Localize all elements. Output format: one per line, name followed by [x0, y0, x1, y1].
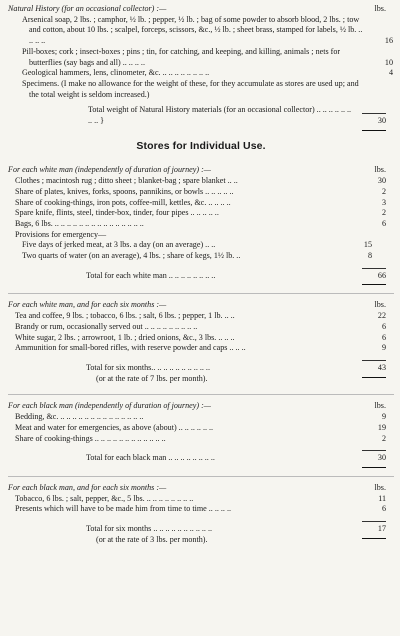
- list-item: [8, 434, 400, 445]
- section-white-man: [8, 165, 394, 281]
- divider: [8, 293, 394, 294]
- item-text: Provisions for emergency—: [15, 229, 107, 239]
- item-text: Clothes ; macintosh rug ; ditto sheet ; blanket-bag ; spare blanket .. ..: [15, 176, 238, 186]
- item-value: 22: [377, 311, 386, 321]
- total-text: Total for each black man .. .. .. .. .. .. .. ..: [86, 453, 215, 463]
- item-text: Share of cooking-things .. .. .. .. .. .. .. .. .. .. .. ..: [15, 433, 166, 443]
- item-text: Tobacco, 6 lbs. ; salt, pepper, &c., 5 lbs. .. .. .. .. .. .. .. ..: [15, 493, 194, 503]
- item-text: Pill-boxes; cork ; insect-boxes ; pins ; tin, for catching, and keeping, and killing, animals ; nets for butterflies (say bags and all) .. .. .. ..: [22, 46, 341, 67]
- section-natural-history: [8, 4, 394, 127]
- item-text: Specimens. (I make no allowance for the weight of these, for they accumulate as stores are used up; and the total weight is seldom increased.): [22, 78, 359, 99]
- total-text: Total weight of Natural History materials (for an occasional collector) .. .. .. .. .. .. .. .. }: [88, 105, 352, 126]
- list-item: [8, 79, 400, 100]
- item-value: 2: [381, 433, 386, 443]
- item-value: 6: [381, 332, 386, 342]
- item-value: 6: [381, 504, 386, 514]
- list-item: [8, 343, 400, 354]
- section-header-row: [8, 401, 394, 412]
- item-value: 3: [381, 197, 386, 207]
- section-header: For each white man, and for each six months :—: [8, 300, 167, 310]
- list-item: [8, 68, 400, 79]
- item-text: Arsenical soap, 2 lbs. ; camphor, ½ lb. ; pepper, ½ lb. ; bag of some powder to absorb blood, 2 lbs. ; tow and cotton, about 10 lbs. ; scalpel, forceps, scissors, &c., ½ lb. ; sheet brass, stamped for labels, ½ lb. .. .. .. ..: [22, 14, 363, 46]
- item-value: 11: [378, 493, 386, 503]
- list-item: [8, 230, 400, 241]
- item-value: 8: [367, 251, 372, 261]
- divider: [8, 476, 394, 477]
- section-header-row: [8, 483, 394, 494]
- total-value: 17: [358, 524, 386, 535]
- total-text: Total for six months .. .. .. .. .. .. .. .. .. ..: [86, 524, 213, 534]
- total-row: [8, 363, 394, 374]
- item-value: 6: [381, 218, 386, 228]
- total-text: Total for six months.. .. .. .. .. .. .. .. .. ..: [86, 362, 210, 372]
- section-title: Stores for Individual Use.: [136, 139, 266, 152]
- unit-label: lbs.: [374, 482, 386, 492]
- item-value: 10: [384, 57, 393, 67]
- item-text: Presents which will have to be made him from time to time .. .. .. ..: [15, 504, 232, 514]
- list-item: [8, 311, 400, 322]
- section-header: Natural History (for an occasional collector) :—: [8, 4, 167, 13]
- divider: [8, 394, 394, 395]
- item-text: Two quarts of water (on an average), 4 lbs. ; share of kegs, 1½ lb. ..: [22, 251, 241, 261]
- item-value: 30: [377, 176, 386, 186]
- total-value: 30: [358, 453, 386, 464]
- item-value: 4: [388, 68, 393, 78]
- list-item: [8, 333, 400, 344]
- list-item: [8, 504, 400, 515]
- list-item: [8, 494, 400, 505]
- total-row: [8, 105, 394, 126]
- list-item: [8, 15, 400, 47]
- list-item: [8, 219, 400, 230]
- item-value: 9: [381, 343, 386, 353]
- total-note: (or at the rate of 3 lbs. per month).: [96, 534, 208, 544]
- section-header: For each white man (independently of duration of journey) :—: [8, 165, 211, 175]
- item-text: Bedding, &c. .. .. .. .. .. .. .. .. .. .. .. .. .. ..: [15, 412, 144, 422]
- list-item: [8, 176, 400, 187]
- section-header-row: [8, 4, 394, 15]
- item-text: Spare knife, flints, steel, tinder-box, tinder, four pipes .. .. .. .. ..: [15, 208, 219, 218]
- section-black-man: [8, 401, 394, 464]
- list-item: [8, 322, 400, 333]
- item-value: 15: [363, 240, 372, 250]
- list-item: [8, 251, 394, 262]
- item-text: Geological hammers, lens, clinometer, &c. .. .. .. .. .. .. .. ..: [22, 68, 210, 78]
- item-value: 16: [384, 36, 393, 46]
- item-text: Ammunition for small-bored rifles, with reserve powder and caps .. .. ..: [15, 343, 246, 353]
- section-header-row: [8, 165, 394, 176]
- total-text: Total for each white man .. .. .. .. .. .. .. ..: [86, 270, 216, 280]
- item-value: 6: [381, 321, 386, 331]
- total-value: 43: [358, 363, 386, 374]
- list-item: [8, 240, 394, 251]
- total-row: [8, 453, 394, 464]
- item-text: White sugar, 2 lbs. ; arrowroot, 1 lb. ; dried onions, &c., 3 lbs. .. .. ..: [15, 332, 235, 342]
- list-item: [8, 423, 400, 434]
- total-note-row: [8, 535, 394, 546]
- item-text: Share of cooking-things, iron pots, coffee-mill, kettles, &c. .. .. .. ..: [15, 197, 231, 207]
- item-text: Brandy or rum, occasionally served out .. .. .. .. .. .. .. .. ..: [15, 321, 198, 331]
- section-header: For each black man, and for each six months :—: [8, 482, 167, 492]
- section-white-man-six-months: [8, 300, 394, 384]
- item-text: Tea and coffee, 9 lbs. ; tobacco, 6 lbs. ; salt, 6 lbs. ; pepper, 1 lb. .. ..: [15, 311, 235, 321]
- list-item: [8, 412, 400, 423]
- list-item: [8, 208, 400, 219]
- total-row: [8, 271, 394, 282]
- unit-label: lbs.: [374, 401, 386, 411]
- unit-label: lbs.: [374, 4, 386, 13]
- item-text: Meat and water for emergencies, as above (about) .. .. .. .. .. ..: [15, 422, 214, 432]
- section-header: For each black man (independently of duration of journey) :—: [8, 401, 211, 411]
- total-value: 66: [358, 271, 386, 282]
- total-row: [8, 524, 394, 535]
- total-note: (or at the rate of 7 lbs. per month).: [96, 373, 208, 383]
- total-value: 30: [358, 116, 386, 127]
- item-value: 19: [377, 422, 386, 432]
- item-text: Bags, 6 lbs. .. .. .. .. .. .. .. .. .. .. .. .. .. .. ..: [15, 218, 144, 228]
- item-text: Five days of jerked meat, at 3 lbs. a day (on an average) .. ..: [22, 240, 216, 250]
- unit-label: lbs.: [374, 165, 386, 175]
- list-item: [8, 47, 400, 68]
- list-item: [8, 198, 400, 209]
- item-text: Share of plates, knives, forks, spoons, pannikins, or bowls .. .. .. .. ..: [15, 186, 234, 196]
- section-header-row: [8, 300, 394, 311]
- list-item: [8, 187, 400, 198]
- total-note-row: [8, 374, 394, 385]
- section-black-man-six-months: [8, 483, 394, 546]
- unit-label: lbs.: [374, 300, 386, 310]
- item-value: 2: [381, 208, 386, 218]
- item-value: 9: [381, 412, 386, 422]
- item-value: 2: [381, 186, 386, 196]
